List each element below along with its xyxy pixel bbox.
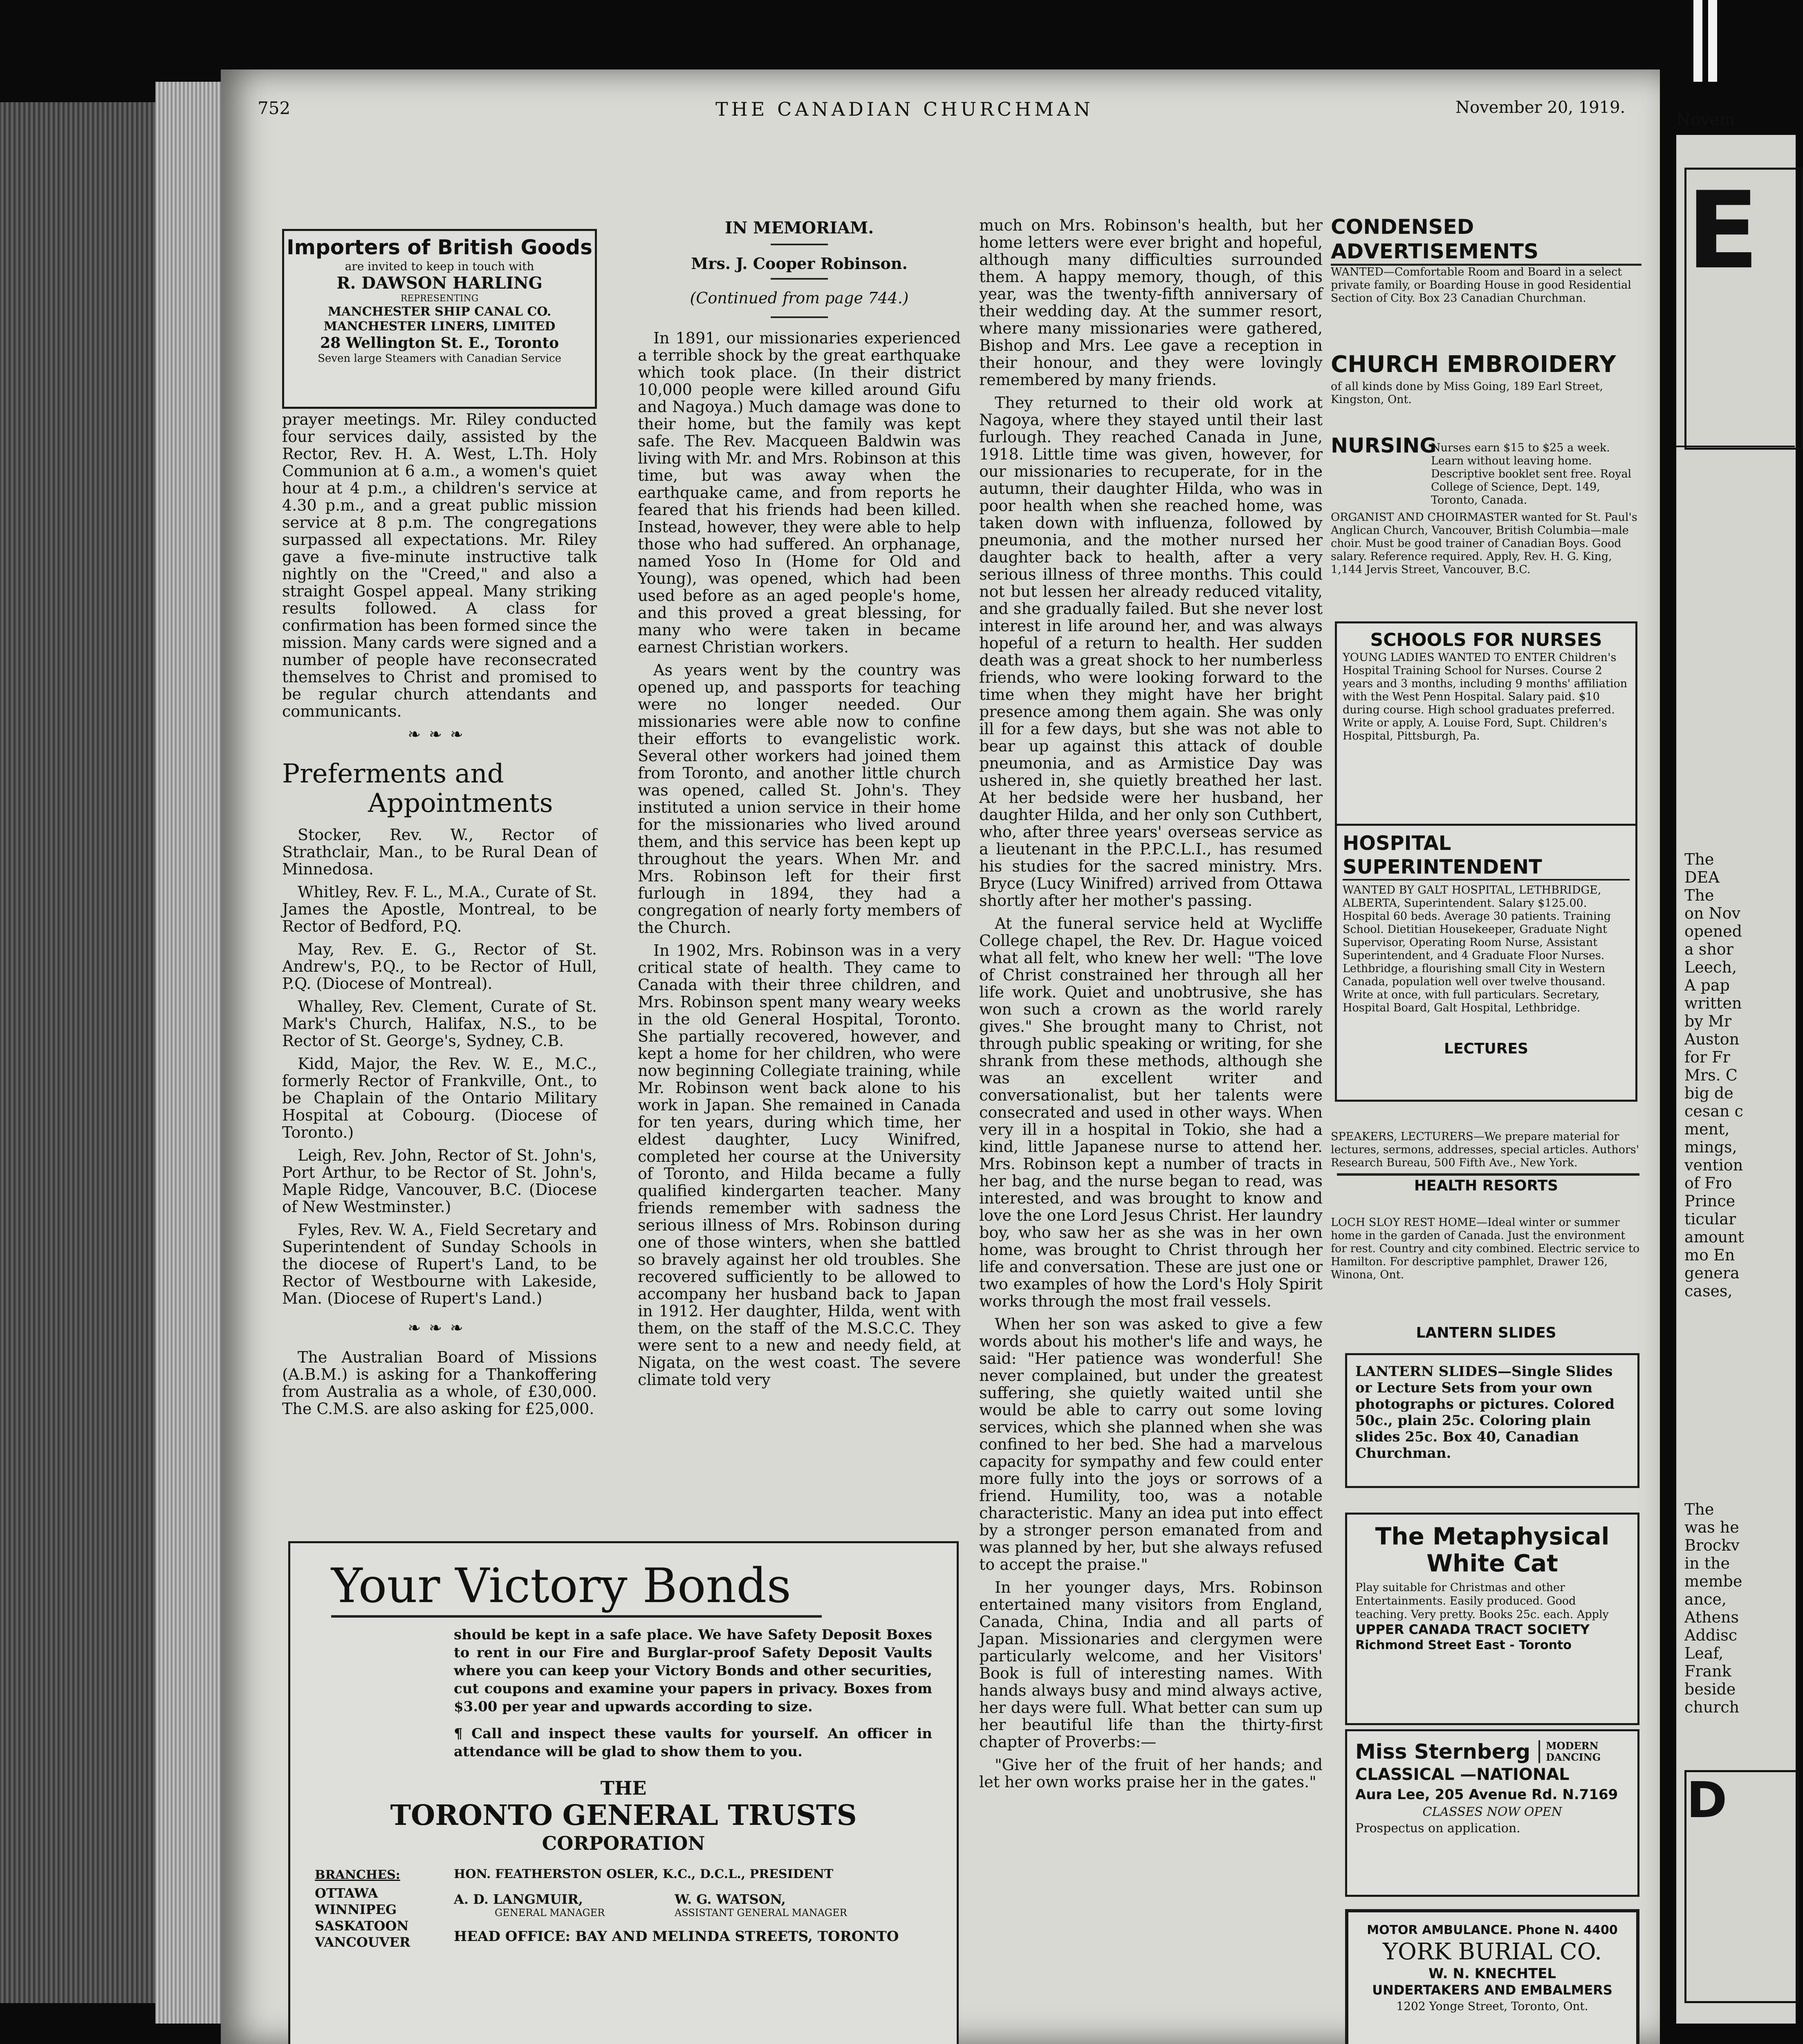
section-title-line2: Appointments <box>368 788 553 818</box>
adjacent-text-line: ment, <box>1684 1120 1730 1138</box>
lantern-title: LANTERN SLIDES <box>1416 1325 1556 1341</box>
bonds-agm-name: W. G. WATSON, <box>675 1892 786 1907</box>
lantern-ad <box>1345 1353 1639 1488</box>
memoriam-subheading: Mrs. J. Cooper Robinson. <box>691 254 908 273</box>
victory-bonds-ad <box>288 1541 959 2044</box>
bonds-head-office: HEAD OFFICE: BAY AND MELINDA STREETS, TORONTO <box>454 1928 899 1945</box>
sternberg-ad <box>1345 1729 1639 1897</box>
adjacent-text-line: of Fro <box>1684 1174 1732 1192</box>
harling-address: 28 Wellington St. E., Toronto <box>320 334 559 352</box>
embroidery-title: CHURCH EMBROIDERY <box>1331 351 1616 378</box>
preferment-item: Kidd, Major, the Rev. W. E., M.C., formerly Rector of Frankville, Ont., to be Chaplain of the Ontario Military Hospital at Cobourg. (Diocese of Toronto.) <box>282 1055 597 1141</box>
sternberg-header <box>1355 1739 1629 1764</box>
column-2 <box>638 217 961 1394</box>
burial-address: 1202 Yonge Street, Toronto, Ont. <box>1396 1999 1588 2013</box>
cat-title2: White Cat <box>1426 1549 1558 1577</box>
adjacent-text-line: church <box>1684 1698 1740 1716</box>
preferment-item: Stocker, Rev. W., Rector of Strathclair, Man., to be Rural Dean of Minnedosa. <box>282 826 597 878</box>
abm-notice: The Australian Board of Missions (A.B.M.) is asking for a Thankoffering from Australia as a whole, of £30,000. The C.M.S. are also asking for £25,000. <box>282 1348 597 1418</box>
condensed-ads-title: CONDENSED ADVERTISEMENTS <box>1331 215 1642 266</box>
cat-text: Play suitable for Christmas and other Entertainments. Easily produced. Good teaching. Very pretty. Books 25c. each. Apply <box>1355 1581 1609 1621</box>
adjacent-text-line: written <box>1684 994 1742 1012</box>
binder-mark <box>1693 0 1702 82</box>
memoriam-paragraph: In 1891, our missionaries experienced a terrible shock by the great earthquake which took place. (In their district 10,000 people were killed around Gifu and Nagoya.) Much damage was done to their home, but the family was kept safe. The Rev. Macqueen Baldwin was living with Mr. and Mrs. Robinson at this time, but was away when the earthquake came, and from reports he feared that his friends had been killed. Instead, however, they were able to help those who had suffered. An orphanage, named Yoso In (Home for Old and Young), was opened, which had been used before as an aged people's home, and this proved a great blessing, for many who were taken in became earnest Christian workers. <box>638 329 961 656</box>
nursing-text: Nurses earn $15 to $25 a week. Learn without leaving home. Descriptive booklet sent free. Royal College of Science, Dept. 149, Toronto, Canada. <box>1431 442 1632 507</box>
ornament: ❧❧❧ <box>408 1319 471 1337</box>
bonds-gm-title: GENERAL MANAGER <box>495 1907 605 1918</box>
health-text: LOCH SLOY REST HOME—Ideal winter or summer home in the garden of Canada. Just the environment for rest. Country and city combined. Electric service to Hamilton. For descriptive pamphlet, Drawer 126, Winona, Ont. <box>1331 1216 1640 1281</box>
adjacent-text-line: Leech, <box>1684 958 1737 976</box>
adjacent-text-line: Leaf, <box>1684 1644 1724 1662</box>
branches-label: BRANCHES: <box>315 1868 400 1882</box>
divider <box>1337 1173 1639 1176</box>
memoriam-paragraph: At the funeral service held at Wycliffe College chapel, the Rev. Dr. Hague voiced what all felt, who knew her well: "The love of Christ constrained her through all her life work. Quiet and unobtrusive, she has won such a crown as the world rarely gives." She brought many to Christ, not through public speaking or writing, for she shrank from these methods, although she was an excellent writer and conversationalist, but her talents were consecrated and used in other ways. When very ill in a hospital in Tokio, she had a kind, little Japanese nurse to attend her. Mrs. Robinson kept a number of tracts in her bag, and the nurse began to read, was interested, and was brought to know and love the one Lord Jesus Christ. Her laundry boy, who saw her as she was in her own home, was brought to Christ through her life and conversation. These are just one or two examples of how the Lord's Holy Spirit works through the most frail vessels. <box>979 914 1323 1310</box>
branch-item: OTTAWA <box>315 1885 378 1901</box>
hospital-ad <box>1335 824 1637 1102</box>
preferment-item: Whitley, Rev. F. L., M.A., Curate of St. James the Apostle, Montreal, to be Rector of Bedford, P.Q. <box>282 883 597 935</box>
harling-line4: Seven large Steamers with Canadian Service <box>318 352 561 365</box>
adjacent-text-line: Prince <box>1684 1192 1736 1210</box>
health-title: HEALTH RESORTS <box>1414 1177 1559 1194</box>
harling-line3: MANCHESTER LINERS, LIMITED <box>323 319 556 334</box>
memoriam-heading: IN MEMORIAM. <box>724 218 874 238</box>
preferment-item: Leigh, Rev. John, Rector of St. John's, Port Arthur, to be Rector of St. John's, Maple Ridge, Vancouver, B.C. (Diocese of New Westminster.) <box>282 1146 597 1216</box>
page-title: THE CANADIAN CHURCHMAN <box>715 98 1094 120</box>
binder-mark <box>1708 0 1717 82</box>
adjacent-text-line: ticular <box>1684 1210 1736 1228</box>
memoriam-paragraph: When her son was asked to give a few words about his mother's life and ways, he said: "Her patience was wonderful! She never complained, but under the greatest suffering, she quietly waited until she would be able to carry out some loving services, which she planned when she was confined to her bed. She had a marvelous capacity for sympathy and few could enter more fully into the joys or sorrows of a friend. Humility, too, was a notable characteristic. Many an idea put into effect by a stronger person emanated from and was planned by her, but she always refused to accept the praise." <box>979 1315 1323 1573</box>
memoriam-paragraph: In 1902, Mrs. Robinson was in a very critical state of health. They came to Canada with their three children, and Mrs. Robinson spent many weary weeks in the old General Hospital, Toronto. She partially recovered, however, and kept a home for her children, who were now beginning Collegiate training, while Mr. Robinson went back alone to his work in Japan. She remained in Canada for ten years, during which time, her eldest daughter, Lucy Winifred, completed her course at the University of Toronto, and Hilda became a fully qualified kindergarten teacher. Many friends remember with sadness the serious illness of Mrs. Robinson during one of those winters, when she battled so bravely against her old troubles. She recovered sufficiently to be allowed to accompany her husband back to Japan in 1912. Her daughter, Hilda, went with them, on the staff of the M.S.C.C. They were sent to a new and needy field, at Nigata, on the west coast. The severe climate told very <box>638 941 961 1389</box>
divider <box>1676 446 1795 447</box>
harling-representing: REPRESENTING <box>400 294 479 304</box>
adjacent-text-line: amount <box>1684 1228 1744 1246</box>
adjacent-text-line: The <box>1684 850 1714 868</box>
adjacent-page-date: Novem <box>1676 110 1735 129</box>
adjacent-text-line: mo En <box>1684 1246 1735 1264</box>
hospital-title: HOSPITAL SUPERINTENDENT <box>1343 831 1630 881</box>
sternberg-modern: MODERN DANCING <box>1538 1740 1607 1763</box>
sternberg-classes: CLASSES NOW OPEN <box>1422 1805 1562 1819</box>
bonds-title: Your Victory Bonds <box>331 1558 792 1614</box>
schools-title: SCHOOLS FOR NURSES <box>1370 630 1602 650</box>
branch-item: SASKATOON <box>315 1918 409 1934</box>
branches-list <box>315 1885 410 1950</box>
adjacent-text-line: The <box>1684 886 1714 904</box>
preferment-item: May, Rev. E. G., Rector of St. Andrew's, P.Q., to be Rector of Hull, P.Q. (Diocese of Montreal). <box>282 940 597 993</box>
divider <box>771 316 828 318</box>
harling-title: Importers of British Goods <box>287 235 592 259</box>
adjacent-text-line: A pap <box>1684 976 1730 994</box>
branch-item: VANCOUVER <box>315 1934 410 1950</box>
preferment-item: Whalley, Rev. Clement, Curate of St. Mark's Church, Halifax, N.S., to be Rector of St. George's, Sydney, C.B. <box>282 997 597 1050</box>
burial-owner: W. N. KNECHTEL <box>1428 1966 1556 1982</box>
adjacent-text-line: in the <box>1684 1554 1730 1572</box>
sternberg-name: Miss Sternberg <box>1355 1740 1531 1764</box>
sternberg-prospectus: Prospectus on application. <box>1355 1821 1520 1836</box>
adjacent-text-line: Brockv <box>1684 1536 1740 1554</box>
adjacent-text-line: DEA <box>1684 868 1720 886</box>
harling-line2: MANCHESTER SHIP CANAL CO. <box>327 305 552 319</box>
adjacent-text-line: for Fr <box>1684 1048 1730 1066</box>
bonds-footer <box>315 1867 932 2002</box>
bonds-agm-title: ASSISTANT GENERAL MANAGER <box>675 1907 847 1918</box>
adjacent-text-line: The <box>1684 1500 1714 1518</box>
divider <box>331 1615 822 1618</box>
hospital-text: WANTED BY GALT HOSPITAL, LETHBRIDGE, ALBERTA, Superintendent. Salary $125.00. Hospital 60 beds. Average 30 patients. Training School. Dietitian Housekeeper, Graduate Night Supervisor, Operating Room Nurse, Assistant Superintendent, and 4 Graduate Floor Nurses. Lethbridge, a flourishing small City in Western Canada, population well over twelve thousand. Write at once, with full particulars. Secretary, Hospital Board, Galt Hospital, Lethbridge. <box>1343 884 1611 1014</box>
page-date: November 20, 1919. <box>1455 98 1626 117</box>
adjacent-text-line: a shor <box>1684 940 1733 958</box>
bonds-president: HON. FEATHERSTON OSLER, K.C., D.C.L., PRESIDENT <box>454 1867 834 1881</box>
column-1 <box>282 411 597 1423</box>
divider <box>771 278 828 280</box>
adjacent-text-line: Mrs. C <box>1684 1066 1738 1084</box>
adjacent-text-line: vention <box>1684 1156 1743 1174</box>
burial-line1: MOTOR AMBULANCE. Phone N. 4400 <box>1367 1923 1618 1937</box>
branch-item: WINNIPEG <box>315 1902 397 1917</box>
mission-report: prayer meetings. Mr. Riley conducted four services daily, assisted by the Rector, Rev. H. A. West, L.Th. Holy Communion at 6 a.m., a women's quiet hour at 4 p.m., a children's service at 4.30 p.m., and a great public mission service at 8 p.m. The congregations surpassed all expectations. Mr. Riley gave a five-minute instructive talk nightly on the "Creed," and also a straight Gospel appeal. Many striking results followed. A class for confirmation has been formed since the mission. Many cards were signed and a number of people have reconsecrated themselves to Christ and promised to be regular church attendants and communicants. <box>282 410 597 720</box>
page-number: 752 <box>258 98 291 118</box>
burial-line2: UNDERTAKERS AND EMBALMERS <box>1372 1982 1612 1998</box>
bonds-gm-name: A. D. LANGMUIR, <box>454 1892 583 1907</box>
harling-name: R. DAWSON HARLING <box>336 273 543 293</box>
lantern-text: LANTERN SLIDES—Single Slides or Lecture Sets from your own photographs or pictures. Colored 50c., plain 25c. Coloring plain slides 25c. Box 40, Canadian Churchman. <box>1355 1363 1615 1461</box>
adjacent-ad-graphic: E <box>1684 168 1803 450</box>
cat-society: UPPER CANADA TRACT SOCIETY <box>1355 1622 1590 1637</box>
adjacent-text-fragments <box>1684 850 1744 1300</box>
adjacent-text-line: opened <box>1684 922 1742 940</box>
burial-name: YORK BURIAL CO. <box>1382 1939 1602 1965</box>
bonds-the: THE <box>600 1777 647 1799</box>
bonds-body2: ¶ Call and inspect these vaults for yourself. An officer in attendance will be glad to show them to you. <box>454 1726 932 1760</box>
adjacent-text-line: ance, <box>1684 1590 1727 1608</box>
adjacent-text-line: by Mr <box>1684 1012 1731 1030</box>
nursing-title: NURSING <box>1331 434 1437 457</box>
schools-ad <box>1335 621 1637 826</box>
organist-ad: ORGANIST AND CHOIRMASTER wanted for St. Paul's Anglican Church, Vancouver, British Columbia—male choir. Must be good trainer of Canadian Boys. Good salary. Reference required. Apply, Rev. H. G. King, 1,144 Jervis Street, Vancouver, B.C. <box>1331 511 1637 576</box>
metaphysical-cat-ad <box>1345 1513 1639 1725</box>
book-page-edges-light <box>155 82 221 2024</box>
cat-title1: The Metaphysical <box>1375 1522 1610 1550</box>
adjacent-text-line: Frank <box>1684 1662 1731 1680</box>
section-title-line1: Preferments and <box>282 759 504 789</box>
harling-line1: are invited to keep in touch with <box>345 260 534 273</box>
adjacent-text-line: cesan c <box>1684 1102 1743 1120</box>
adjacent-text-line: mings, <box>1684 1138 1737 1156</box>
adjacent-text-line: cases, <box>1684 1282 1733 1300</box>
sternberg-classical: CLASSICAL —NATIONAL <box>1355 1765 1570 1784</box>
harling-ad <box>282 229 597 409</box>
memoriam-paragraph: As years went by the country was opened up, and passports for teaching were no longer needed. Our missionaries were able now to confine their efforts to evangelistic work. Several other workers had joined them from Toronto, and another little church was opened, called St. John's. They instituted a union service in their home for the missionaries who lived around them, and this service has been kept up throughout the years. When Mr. and Mrs. Robinson left for their first furlough in 1894, they had a congregation of nearly forty members of the Church. <box>638 661 961 937</box>
adjacent-text-line: was he <box>1684 1518 1739 1536</box>
memoriam-paragraph: They returned to their old work at Nagoya, where they stayed until their last furlough. They reached Canada in June, 1918. Little time was given, however, for our missionaries to recuperate, for in the autumn, their daughter Hilda, who was in poor health when she reached home, was taken down with influenza, followed by pneumonia, and the mother nursed her daughter back to health, after a very serious illness of three months. This could not but lessen her already reduced vitality, and she gradually failed. But she never lost interest in life around her, and was always hopeful of a return to health. Her sudden death was a great shock to her numberless friends, who were looking forward to the time when they might have her bright presence among them again. She was only ill for a few days, but she was not able to bear up against this attack of double pneumonia, and as Armistice Day was ushered in, she quietly breathed her last. At her bedside were her husband, her daughter Hilda, and her only son Cuthbert, who, after three years' overseas service as a lieutenant in the P.P.C.L.I., has resumed his studies for the sacred ministry. Mrs. Bryce (Lucy Winifred) arrived from Ottawa shortly after her mother's passing. <box>979 394 1323 910</box>
adjacent-text-line: Addisc <box>1684 1626 1738 1644</box>
bonds-body: should be kept in a safe place. We have Safety Deposit Boxes to rent in our Fire and Burglar-proof Safety Deposit Vaults where you can keep your Victory Bonds and other securities, cut coupons and examine your papers in privacy. Boxes from $3.00 per year and upwards according to size. <box>454 1627 932 1715</box>
sternberg-address: Aura Lee, 205 Avenue Rd. N.7169 <box>1355 1786 1618 1803</box>
ornament: ❧❧❧ <box>408 725 471 743</box>
adjacent-text-line: on Nov <box>1684 904 1741 922</box>
adjacent-text-line: genera <box>1684 1264 1740 1282</box>
adjacent-text-fragments-2 <box>1684 1500 1742 1716</box>
wanted-ad: WANTED—Comfortable Room and Board in a select private family, or Boarding House in good Residential Section of City. Box 23 Canadian Churchman. <box>1331 266 1631 305</box>
lectures-text: SPEAKERS, LECTURERS—We prepare material for lectures, sermons, addresses, special articles. Authors' Research Bureau, 500 Fifth Ave., New York. <box>1331 1130 1639 1169</box>
bonds-company: TORONTO GENERAL TRUSTS <box>390 1799 857 1832</box>
adjacent-text-line: big de <box>1684 1084 1733 1102</box>
lectures-title: LECTURES <box>1444 1040 1528 1057</box>
adjacent-ad-box: D <box>1684 1770 1799 2003</box>
continued-note: (Continued from page 744.) <box>690 289 909 307</box>
memoriam-paragraph: much on Mrs. Robinson's health, but her home letters were ever bright and hopeful, although many difficulties surrounded them. A happy memory, though, of this year, was the twenty-fifth anniversary of their wedding day. At the summer resort, where many missionaries were gathered, Bishop and Mrs. Lee gave a reception in their honour, and they were lovingly remembered by many friends. <box>979 216 1323 389</box>
adjacent-text-line: membe <box>1684 1572 1742 1590</box>
cat-address: Richmond Street East - Toronto <box>1355 1638 1572 1652</box>
memoriam-paragraph: In her younger days, Mrs. Robinson entertained many visitors from England, Canada, China, India and all parts of Japan. Missionaries and clergymen were particularly welcome, and her Visitors' Book is full of interesting names. With hands always busy and mind always active, her days were full. What better can sum up her beautiful life than the thirty-first chapter of Proverbs:— <box>979 1578 1323 1751</box>
divider <box>771 244 828 245</box>
memoriam-paragraph: "Give her of the fruit of her hands; and let her own works praise her in the gates." <box>979 1756 1323 1791</box>
schools-text: YOUNG LADIES WANTED TO ENTER Children's Hospital Training School for Nurses. Course 2 years and 3 months, including 9 months' affiliation with the West Penn Hospital. Salary paid. $10 during course. High school graduates preferred. Write or apply, A. Louise Ford, Supt. Children's Hospital, Pittsburgh, Pa. <box>1343 651 1628 742</box>
adjacent-text-line: Athens <box>1684 1608 1739 1626</box>
bonds-corporation: CORPORATION <box>542 1832 705 1854</box>
adjacent-text-line: beside <box>1684 1680 1736 1698</box>
column-3 <box>979 217 1323 1796</box>
adjacent-text-line: Auston <box>1684 1030 1740 1048</box>
embroidery-text: of all kinds done by Miss Going, 189 Earl Street, Kingston, Ont. <box>1331 380 1603 406</box>
york-burial-ad <box>1345 1909 1639 2044</box>
preferment-item: Fyles, Rev. W. A., Field Secretary and Superintendent of Sunday Schools in the diocese of Rupert's Land, to be Rector of Westbourne with Lakeside, Man. (Diocese of Rupert's Land.) <box>282 1221 597 1307</box>
adjacent-page <box>1676 110 1796 2024</box>
